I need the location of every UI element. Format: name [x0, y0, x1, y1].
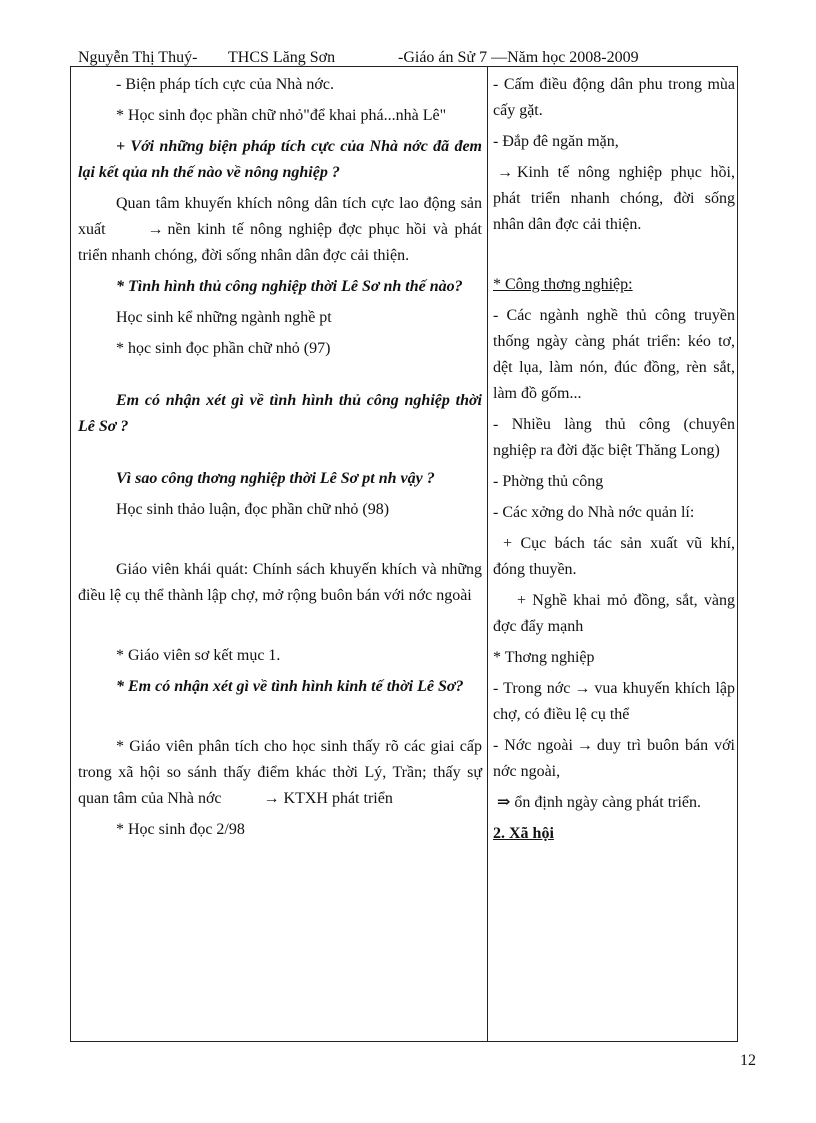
answer-agriculture-post: nền kinh tế nông nghiệp đợc phục hồi và phát triển nhanh chóng, đời sống nhân dân đợc cải thiện.: [78, 221, 482, 264]
question-economy: * Em có nhận xét gì về tình hình kinh tế thời Lê Sơ?: [116, 678, 464, 695]
heading-commerce: * Công thơng nghiệp:: [493, 276, 633, 293]
heading-trade: * Thơng nghiệp: [493, 649, 595, 666]
right-line-13-pre: - Nớc ngoài: [493, 737, 573, 754]
arrow-icon: →: [263, 790, 280, 807]
right-line-12: [493, 676, 735, 728]
page-header: [78, 49, 738, 67]
right-line-10: + Nghề khai mỏ đồng, sắt, vàng đợc đẩy mạnh: [493, 592, 735, 635]
right-line-6: - Nhiều làng thủ công (chuyên nghiệp ra đời đặc biệt Thăng Long): [493, 416, 735, 459]
question-handicraft-comment: Em có nhận xét gì về tình hình thủ công nghiệp thời Lê Sơ ?: [78, 392, 482, 435]
right-line-14: [493, 790, 735, 816]
left-line-9: * Học sinh đọc 2/98: [116, 821, 245, 838]
arrow-icon: →: [147, 221, 164, 238]
right-line-1: - Cấm điều động dân phu trong mùa cấy gặt.: [493, 76, 735, 119]
activities-column: [78, 72, 482, 843]
teacher-analysis: [78, 734, 482, 812]
teacher-analysis-post: KTXH phát triển: [283, 790, 393, 807]
right-line-13-post: duy trì buôn bán với nớc ngoài,: [493, 737, 735, 780]
left-line-1: - Biện pháp tích cực của Nhà nớc.: [116, 76, 334, 93]
left-line-2: * Học sinh đọc phần chữ nhỏ"để khai phá...nhà Lê": [116, 107, 447, 124]
answer-agriculture: [78, 191, 482, 269]
right-line-8: - Các xởng do Nhà nớc quản lí:: [493, 504, 695, 521]
teacher-analysis-pre: * Giáo viên phân tích cho học sinh thấy rõ các giai cấp trong xã hội so sánh thấy điểm khác thời Lý, Trần; thấy sự quan tâm của Nhà nớc: [78, 738, 482, 807]
right-line-14-text: ổn định ngày càng phát triển.: [514, 794, 702, 811]
page-number: 12: [740, 1052, 756, 1069]
header-author: Nguyễn Thị Thuý-: [78, 49, 198, 66]
content-column: [493, 72, 735, 847]
header-subject: -Giáo án Sử 7 —Năm học 2008-2009: [398, 49, 639, 66]
heading-society: 2. Xã hội: [493, 825, 554, 842]
right-line-2: - Đắp đê ngăn mặn,: [493, 133, 619, 150]
left-line-5: Học sinh thảo luận, đọc phần chữ nhỏ (98): [116, 501, 390, 518]
arrow-icon: →: [497, 164, 513, 181]
right-line-12-pre: - Trong nớc: [493, 680, 571, 697]
arrow-icon: →: [576, 737, 593, 754]
arrow-icon: →: [574, 680, 591, 697]
column-divider: [487, 66, 488, 1042]
right-line-13: [493, 733, 735, 785]
answer-agriculture-pre: Quan tâm khuyến khích nông dân tích cực lao động sản xuất: [78, 195, 482, 238]
right-line-9: + Cục bách tác sản xuất vũ khí, đóng thuyền.: [493, 535, 735, 578]
right-line-5: - Các ngành nghề thủ công truyền thống ngày càng phát triển: kéo tơ, dệt lụa, làm nón, đúc đồng, rèn sắt, làm đồ gốm...: [493, 307, 735, 402]
right-line-3-text: Kinh tế nông nghiệp phục hồi, phát triển nhanh chóng, đời sống nhân dân đợc cải thiện.: [493, 164, 735, 233]
question-commerce-why: Vì sao công thơng nghiệp thời Lê Sơ pt nh vậy ?: [116, 470, 435, 487]
double-arrow-icon: ⇒: [497, 794, 511, 811]
left-line-4: * học sinh đọc phần chữ nhỏ (97): [116, 340, 331, 357]
left-line-3: Học sinh kể những ngành nghề pt: [116, 309, 332, 326]
right-line-12-post: vua khuyến khích lập chợ, có điều lệ cụ thể: [493, 680, 736, 723]
right-line-7: - Phờng thủ công: [493, 473, 604, 490]
question-agriculture-results: + Với những biện pháp tích cực của Nhà nớc đã đem lại kết qủa nh thế nào về nông nghiệp ?: [78, 138, 482, 181]
left-line-7: * Giáo viên sơ kết mục 1.: [116, 647, 281, 664]
teacher-summary: Giáo viên khái quát: Chính sách khuyến khích và những điều lệ cụ thể thành lập chợ, mở rộng buôn bán với nớc ngoài: [78, 561, 482, 604]
right-line-3: [493, 160, 735, 238]
header-school: THCS Lăng Sơn: [228, 49, 336, 66]
question-handicraft: * Tình hình thủ công nghiệp thời Lê Sơ nh thế nào?: [116, 278, 463, 295]
